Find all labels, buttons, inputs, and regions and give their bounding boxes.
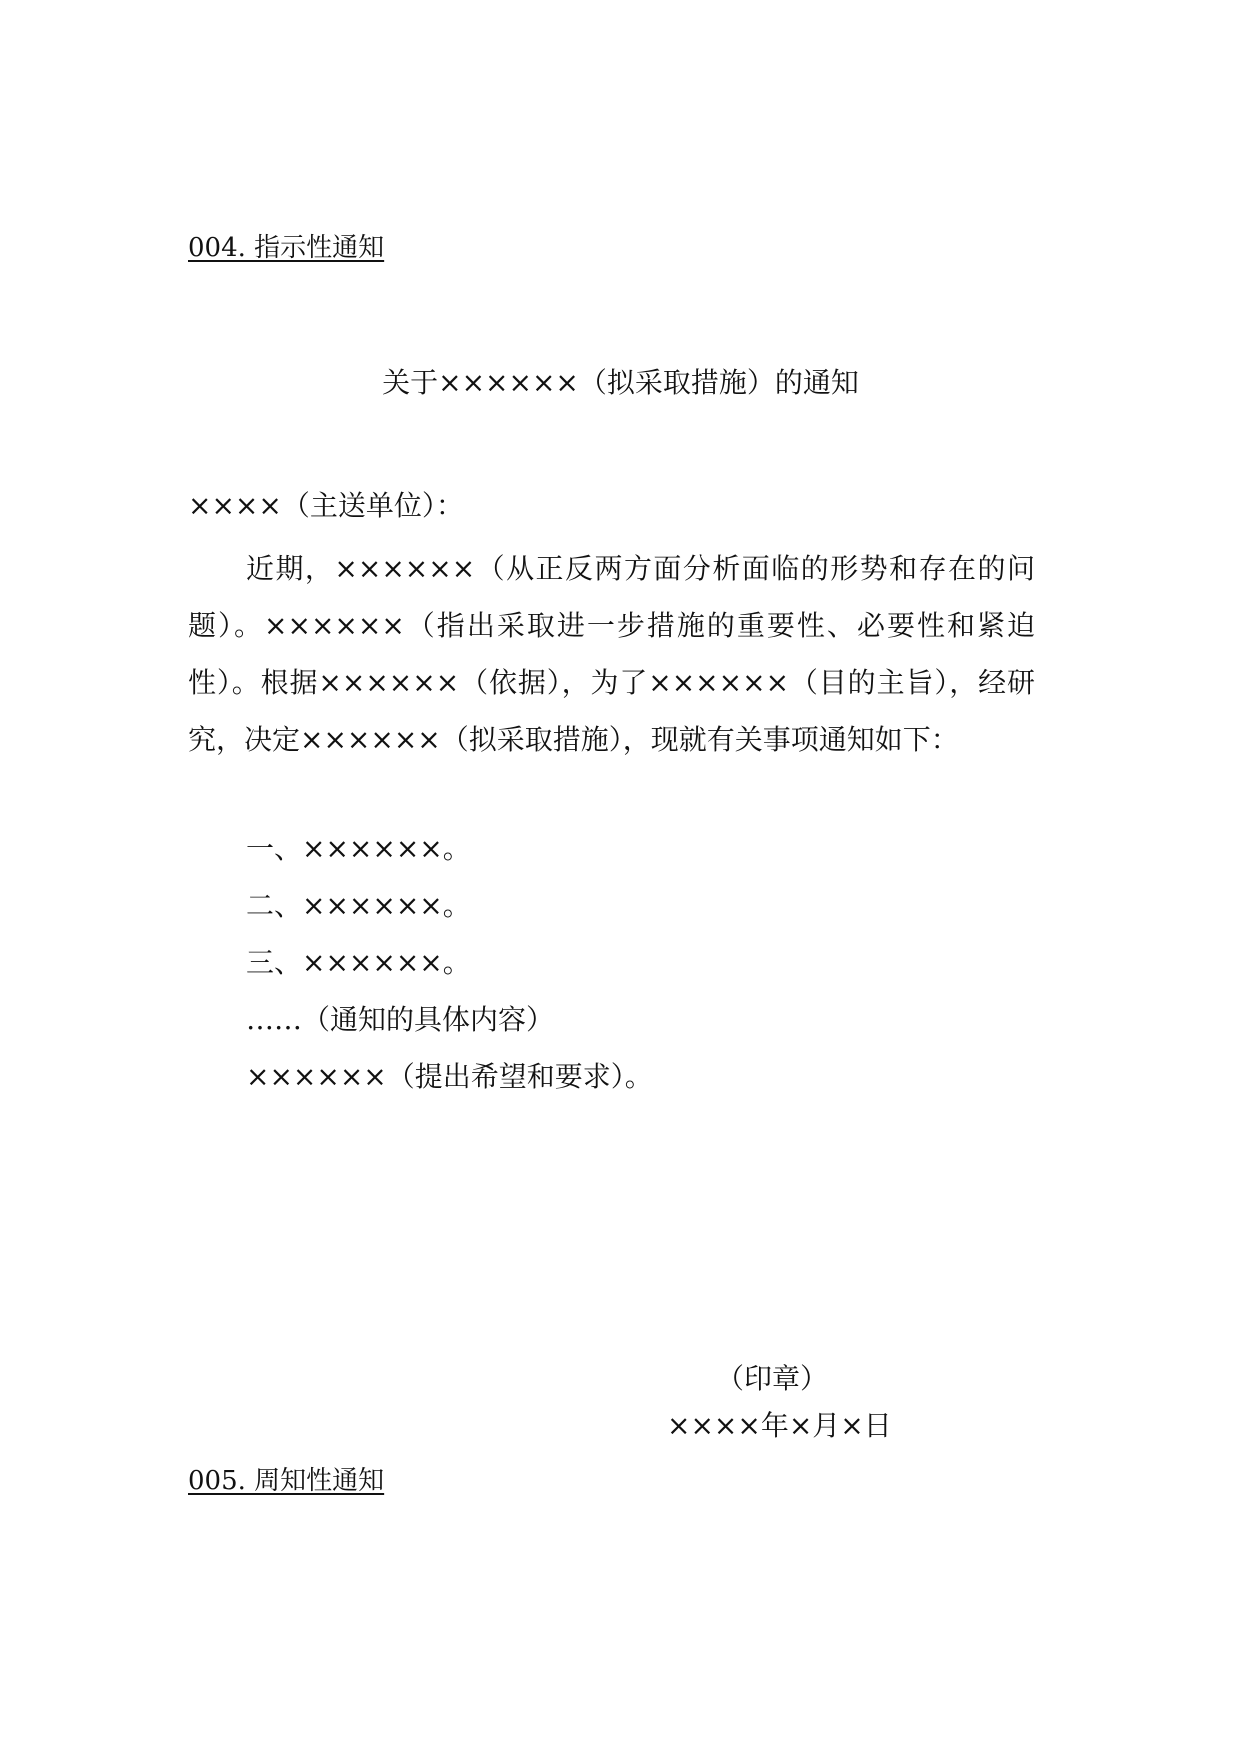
recipient-salutation: ××××（主送单位）： xyxy=(188,489,464,522)
issue-date: ××××年×月×日 xyxy=(667,1409,892,1442)
notice-items-list xyxy=(246,820,554,1048)
section-heading-004: 004. 指示性通知 xyxy=(188,233,385,263)
notice-body-paragraph: 近期，××××××（从正反两方面分析面临的形势和存在的问题）。××××××（指出采取进一步措施的重要性、必要性和紧迫性）。根据××××××（依据），为了××××××（目的主旨），经研究，决定××××××（拟采取措施），现就有关事项通知如下： xyxy=(188,552,1035,756)
notice-title: 关于××××××（拟采取措施）的通知 xyxy=(382,366,859,399)
list-item: 二、××××××。 xyxy=(246,889,471,922)
list-item: ……（通知的具体内容） xyxy=(246,1003,555,1036)
closing-requirements: ××××××（提出希望和要求）。 xyxy=(246,1060,653,1093)
seal-placeholder: （印章） xyxy=(716,1362,829,1395)
list-item: 一、××××××。 xyxy=(246,832,471,865)
section-heading-005: 005. 周知性通知 xyxy=(188,1466,385,1496)
list-item: 三、××××××。 xyxy=(246,946,471,979)
